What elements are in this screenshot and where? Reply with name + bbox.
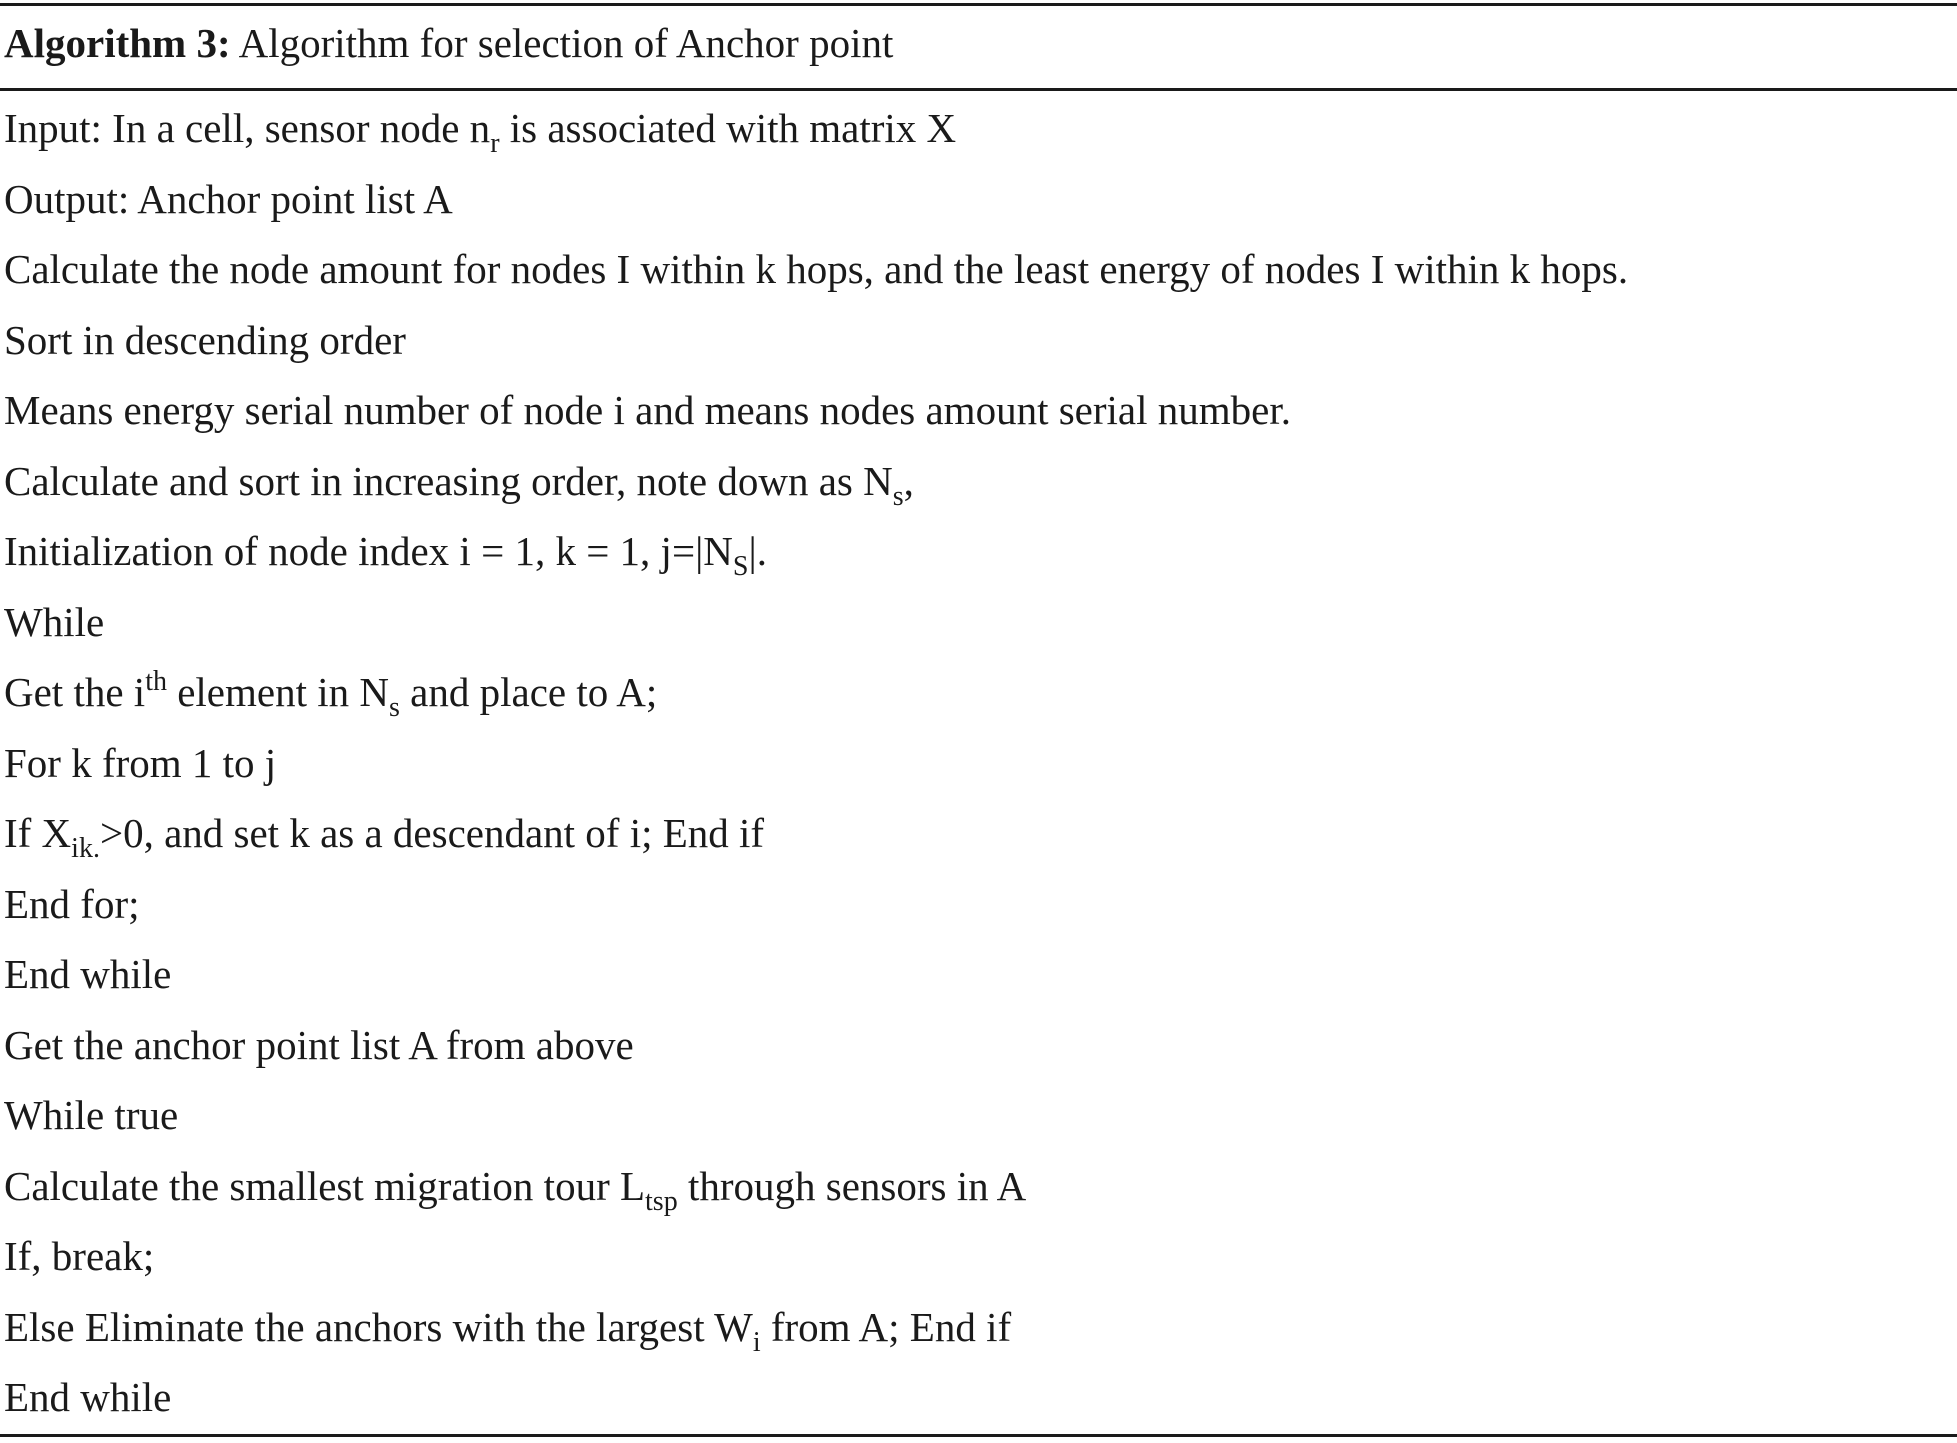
algorithm-line: End while [4,1374,172,1420]
table-top-rule [0,3,1957,6]
algorithm-line: End while [4,951,172,997]
header-rule [0,88,1957,91]
algorithm-line: Calculate the node amount for nodes I within k hops, and the least energy of nodes I within k hops. [4,246,1629,292]
algorithm-line: Sort in descending order [4,316,406,363]
algorithm-line: Get the $i^{th}$ element in $N_s$ and place to A; [4,666,658,723]
table-bottom-rule [0,1434,1957,1437]
algorithm-line: While true [4,1092,179,1138]
algorithm-line: Input: In a cell, sensor node $n_r$ is associated with matrix X [4,105,957,159]
algorithm-body [4,103,1628,1443]
algorithm-line: While [4,598,105,645]
algorithm-line: Means energy serial number of node i and means nodes amount serial number. [4,387,1291,433]
algorithm-line: Get the anchor point list A from above [4,1021,634,1068]
algorithm-caption [4,20,893,66]
algorithm-line: For k from 1 to j [4,739,277,786]
algorithm-line: Initialization of node index i = 1, k = 1, $j=|N_S|$. [4,528,767,582]
algorithm-line: Else Eliminate the anchors with the largest $W_i$ from A; End if [4,1303,1012,1358]
algorithm-label: Algorithm 3: [4,20,231,66]
algorithm-line: If, break; [4,1233,155,1279]
algorithm-line: If $X_{ik.}>0$, and set k as a descendant of i; End if [4,810,765,864]
algorithm-line: Output: Anchor point list A [4,175,453,222]
algorithm-line: End for; [4,880,140,927]
algorithm-line: Calculate the smallest migration tour $L_{tsp}$ through sensors in A [4,1162,1027,1217]
algorithm-title: Algorithm for selection of Anchor point [238,20,894,66]
algorithm-line: Calculate and sort in increasing order, note down as $N_s$, [4,457,914,512]
